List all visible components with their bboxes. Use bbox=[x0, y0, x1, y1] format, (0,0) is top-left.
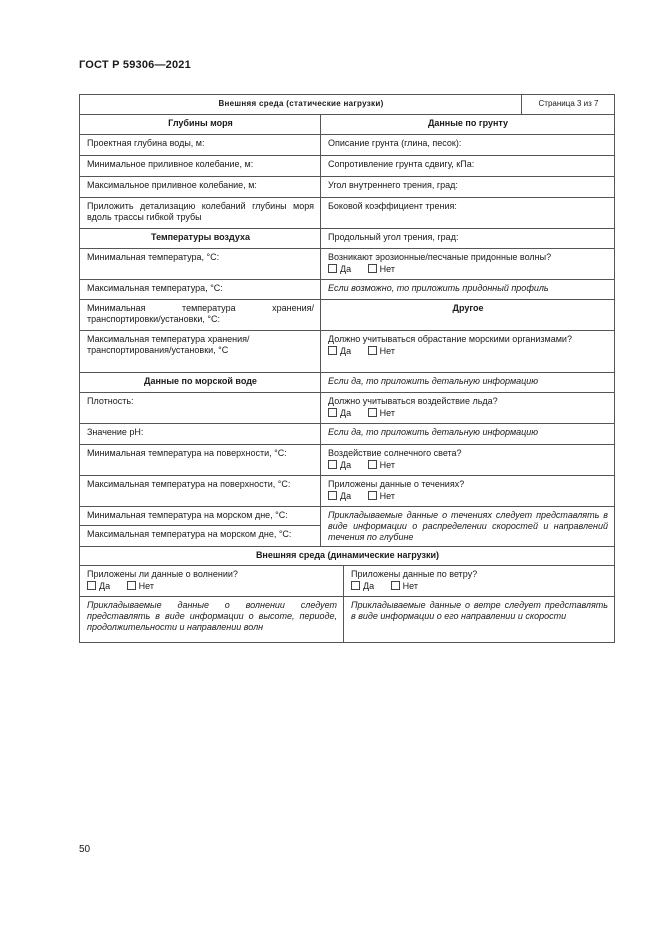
fouling-question: Должно учитываться обрастание морскими организмами? bbox=[328, 334, 572, 344]
friction-angle-cell: Угол внутреннего трения, град: bbox=[321, 177, 615, 198]
waves-no-option[interactable]: Нет bbox=[127, 581, 154, 591]
max-storage-temp-cell: Максимальная температура хранения/транспортирования/установки, °С bbox=[80, 331, 321, 373]
wind-question-cell bbox=[344, 566, 615, 597]
min-bottom-temp-cell: Минимальная температура на морском дне, °С: bbox=[80, 507, 321, 526]
sun-question: Воздействие солнечного света? bbox=[328, 448, 462, 458]
wind-yes-option[interactable]: Да bbox=[351, 581, 374, 591]
table-row bbox=[80, 115, 615, 135]
max-bottom-temp-cell: Максимальная температура на морском дне, °С: bbox=[80, 526, 321, 547]
soil-heading: Данные по грунту bbox=[321, 115, 615, 135]
table-row bbox=[80, 566, 615, 597]
air-temps-heading: Температуры воздуха bbox=[80, 229, 321, 249]
wind-no-option[interactable]: Нет bbox=[391, 581, 418, 591]
checkbox-icon[interactable] bbox=[368, 346, 377, 355]
wind-options bbox=[351, 581, 608, 592]
min-surface-temp-cell: Минимальная температура на поверхности, °С: bbox=[80, 445, 321, 476]
table-row bbox=[80, 373, 615, 393]
table-row bbox=[80, 177, 615, 198]
waves-options bbox=[87, 581, 337, 592]
ice-question-cell bbox=[321, 393, 615, 424]
erosion-options bbox=[328, 264, 608, 275]
currents-note-cell: Прикладываемые данные о течениях следует представлять в виде информации о распределении скоростей и направлений течения по глубине bbox=[321, 507, 615, 547]
dynamic-loads-heading: Внешняя среда (динамические нагрузки) bbox=[80, 547, 615, 566]
checkbox-icon[interactable] bbox=[328, 264, 337, 273]
wind-question: Приложены данные по ветру? bbox=[351, 569, 478, 579]
design-depth-cell: Проектная глубина воды, м: bbox=[80, 135, 321, 156]
min-storage-temp-cell: Минимальная температура хранения/транспортировки/установки, °С: bbox=[80, 300, 321, 331]
ice-yes-option[interactable]: Да bbox=[328, 408, 351, 418]
checkbox-icon[interactable] bbox=[328, 491, 337, 500]
ice-question: Должно учитываться воздействие льда? bbox=[328, 396, 498, 406]
erosion-yes-option[interactable]: Да bbox=[328, 264, 351, 274]
table-row bbox=[80, 507, 615, 526]
waves-yes-option[interactable]: Да bbox=[87, 581, 110, 591]
axial-friction-cell: Продольный угол трения, град: bbox=[321, 229, 615, 249]
table-row bbox=[80, 393, 615, 424]
table-row bbox=[80, 424, 615, 445]
checkbox-icon[interactable] bbox=[351, 581, 360, 590]
checkbox-icon[interactable] bbox=[368, 460, 377, 469]
max-tide-cell: Максимальное приливное колебание, м: bbox=[80, 177, 321, 198]
checkbox-icon[interactable] bbox=[328, 408, 337, 417]
table-row bbox=[80, 198, 615, 229]
checkbox-icon[interactable] bbox=[368, 264, 377, 273]
checkbox-icon[interactable] bbox=[328, 460, 337, 469]
waves-note-cell: Прикладываемые данные о волнении следует представлять в виде информации о высоте, периоде, продолжительности и направлении волн bbox=[80, 597, 344, 643]
checkbox-icon[interactable] bbox=[368, 491, 377, 500]
ice-note-cell: Если да, то приложить детальную информацию bbox=[321, 424, 615, 445]
table-row bbox=[80, 300, 615, 331]
table-row bbox=[80, 331, 615, 373]
currents-no-option[interactable]: Нет bbox=[368, 491, 395, 501]
checkbox-icon[interactable] bbox=[328, 346, 337, 355]
sun-no-option[interactable]: Нет bbox=[368, 460, 395, 470]
ice-no-option[interactable]: Нет bbox=[368, 408, 395, 418]
erosion-no-option[interactable]: Нет bbox=[368, 264, 395, 274]
fouling-note-cell: Если да, то приложить детальную информацию bbox=[321, 373, 615, 393]
currents-options bbox=[328, 491, 608, 502]
checkbox-icon[interactable] bbox=[87, 581, 96, 590]
wind-note-cell: Прикладываемые данные о ветре следует представлять в виде информации о его направлении и скорости bbox=[344, 597, 615, 643]
soil-description-cell: Описание грунта (глина, песок): bbox=[321, 135, 615, 156]
ph-cell: Значение pH: bbox=[80, 424, 321, 445]
waves-question: Приложены ли данные о волнении? bbox=[87, 569, 238, 579]
erosion-question-cell bbox=[321, 249, 615, 280]
fouling-question-cell bbox=[321, 331, 615, 373]
currents-question: Приложены данные о течениях? bbox=[328, 479, 465, 489]
checkbox-icon[interactable] bbox=[391, 581, 400, 590]
table-row bbox=[80, 229, 615, 249]
other-heading: Другое bbox=[321, 300, 615, 331]
table-row bbox=[80, 135, 615, 156]
max-air-temp-cell: Максимальная температура, °С: bbox=[80, 280, 321, 300]
erosion-note-cell: Если возможно, то приложить придонный профиль bbox=[321, 280, 615, 300]
ice-options bbox=[328, 408, 608, 419]
sea-depths-heading: Глубины моря bbox=[80, 115, 321, 135]
depth-detail-cell: Приложить детализацию колебаний глубины моря вдоль трассы гибкой трубы bbox=[80, 198, 321, 229]
page-indicator: Страница 3 из 7 bbox=[522, 95, 615, 115]
checkbox-icon[interactable] bbox=[368, 408, 377, 417]
table-row bbox=[80, 445, 615, 476]
lateral-friction-cell: Боковой коэффициент трения: bbox=[321, 198, 615, 229]
sun-question-cell bbox=[321, 445, 615, 476]
soil-shear-cell: Сопротивление грунта сдвигу, кПа: bbox=[321, 156, 615, 177]
fouling-yes-option[interactable]: Да bbox=[328, 346, 351, 356]
erosion-question: Возникают эрозионные/песчаные придонные волны? bbox=[328, 252, 552, 262]
max-surface-temp-cell: Максимальная температура на поверхности, °С: bbox=[80, 476, 321, 507]
table-title-row bbox=[80, 95, 615, 115]
currents-question-cell bbox=[321, 476, 615, 507]
table-row bbox=[80, 156, 615, 177]
waves-question-cell bbox=[80, 566, 344, 597]
fouling-options bbox=[328, 346, 608, 357]
table-row bbox=[80, 249, 615, 280]
document-header: ГОСТ Р 59306—2021 bbox=[79, 59, 191, 71]
min-tide-cell: Минимальное приливное колебание, м: bbox=[80, 156, 321, 177]
table-row bbox=[80, 597, 615, 643]
min-air-temp-cell: Минимальная температура, °С: bbox=[80, 249, 321, 280]
checkbox-icon[interactable] bbox=[127, 581, 136, 590]
density-cell: Плотность: bbox=[80, 393, 321, 424]
table-title: Внешняя среда (статические нагрузки) bbox=[80, 95, 522, 115]
sea-water-heading: Данные по морской воде bbox=[80, 373, 321, 393]
page-number: 50 bbox=[79, 844, 91, 855]
table-row bbox=[80, 280, 615, 300]
sun-yes-option[interactable]: Да bbox=[328, 460, 351, 470]
table-row bbox=[80, 476, 615, 507]
environment-form-table bbox=[79, 94, 615, 643]
sun-options bbox=[328, 460, 608, 471]
currents-yes-option[interactable]: Да bbox=[328, 491, 351, 501]
table-row bbox=[80, 547, 615, 566]
fouling-no-option[interactable]: Нет bbox=[368, 346, 395, 356]
